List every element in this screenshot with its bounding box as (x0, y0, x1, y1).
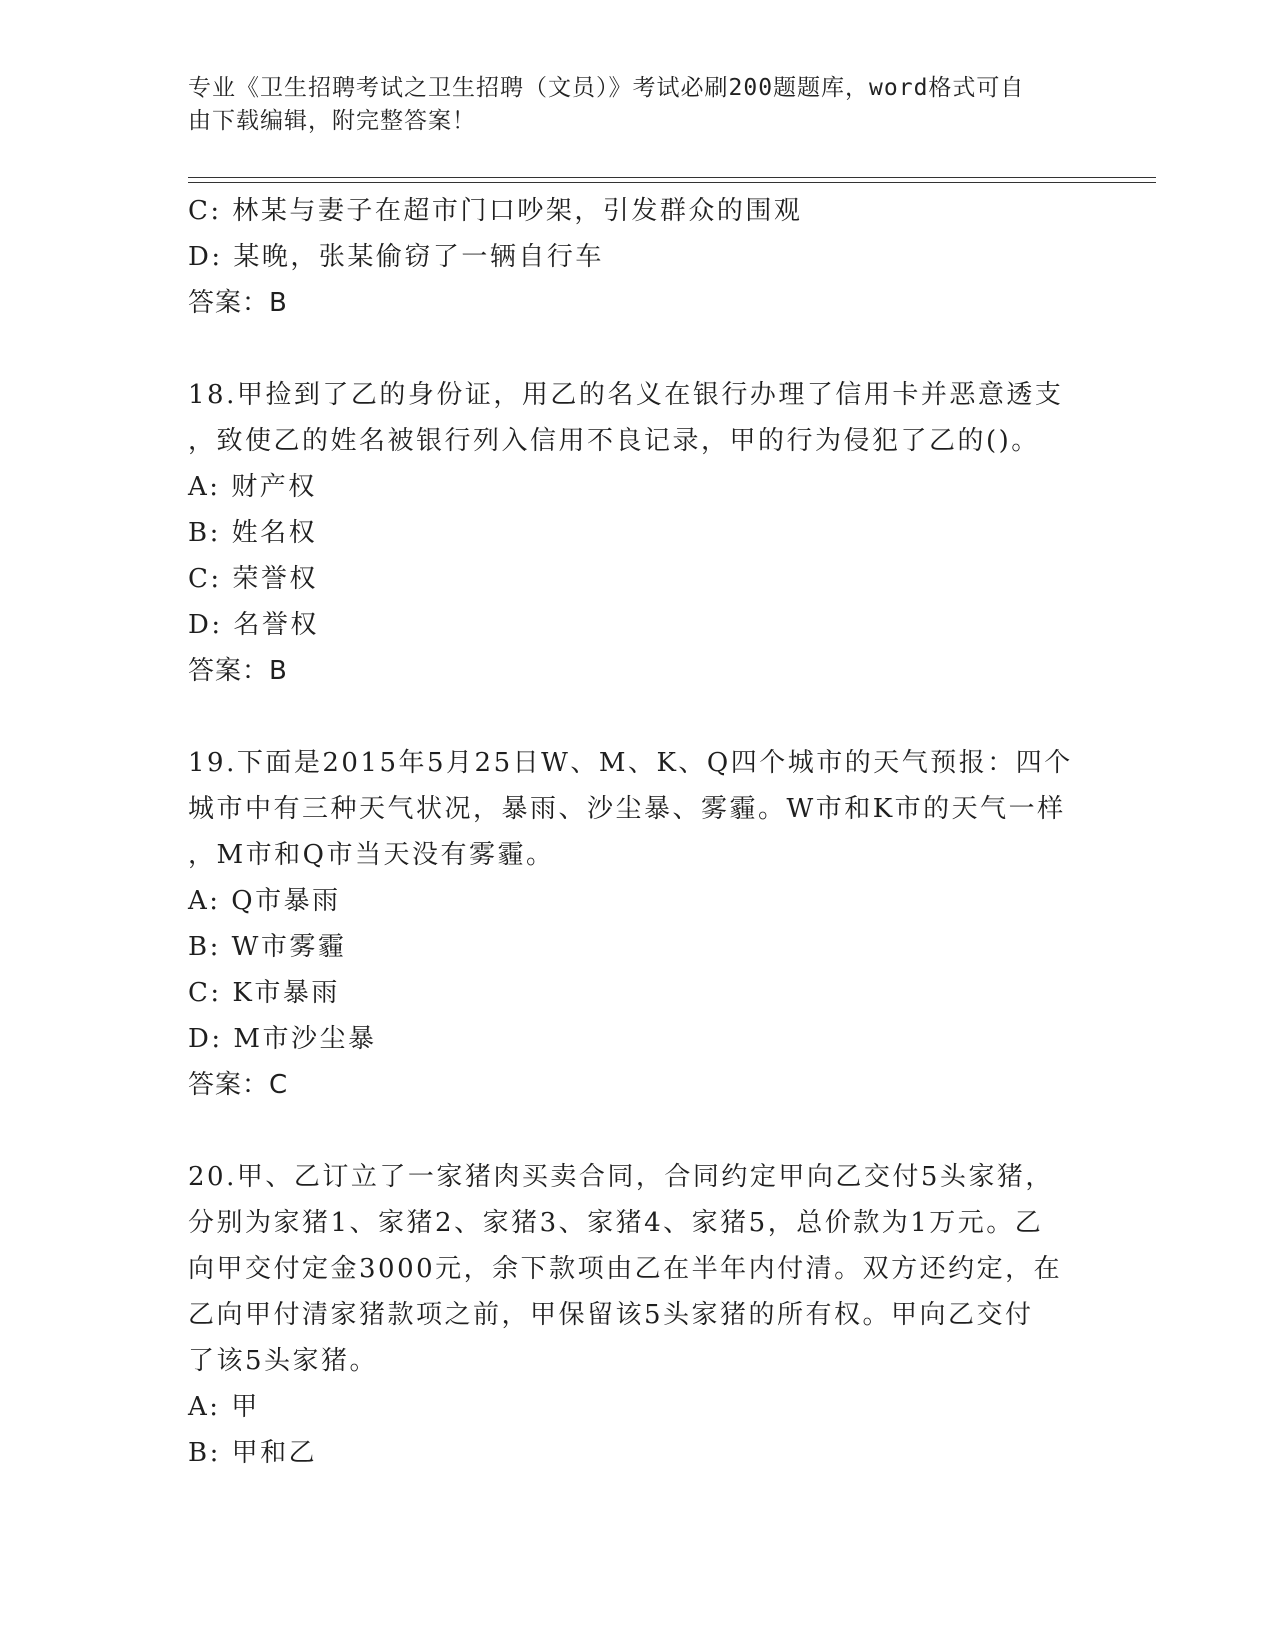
question-stem-line: 18.甲捡到了乙的身份证，用乙的名义在银行办理了信用卡并恶意透支 (188, 380, 1064, 410)
question-stem-line: 了该5头家猪。 (188, 1346, 379, 1376)
question-stem-line: ，致使乙的姓名被银行列入信用不良记录，甲的行为侵犯了乙的()。 (188, 426, 1040, 456)
answer-line: 答案：C (188, 1070, 289, 1100)
option-b: B: W市雾霾 (188, 932, 347, 962)
question-17 (188, 188, 1088, 326)
option-b: B: 姓名权 (188, 518, 318, 548)
option-d: D: M市沙尘暴 (188, 1024, 377, 1054)
question-20 (188, 1154, 1088, 1476)
question-list (188, 188, 1088, 1476)
option-c: C: K市暴雨 (188, 978, 340, 1008)
spacer (188, 694, 1088, 740)
option-c: C: 林某与妻子在超市门口吵架，引发群众的围观 (188, 196, 803, 226)
question-stem-line: 分别为家猪1、家猪2、家猪3、家猪4、家猪5，总价款为1万元。乙 (188, 1208, 1044, 1238)
option-d: D: 某晚，张某偷窃了一辆自行车 (188, 242, 604, 272)
question-stem-line: 乙向甲付清家猪款项之前，甲保留该5头家猪的所有权。甲向乙交付 (188, 1300, 1034, 1330)
header-divider-top (188, 177, 1156, 178)
header-divider-bottom (188, 182, 1156, 183)
header-line-2: 由下载编辑，附完整答案！ (188, 108, 476, 134)
spacer (188, 326, 1088, 372)
option-b: B: 甲和乙 (188, 1438, 318, 1468)
spacer (188, 1108, 1088, 1154)
question-stem-line: 向甲交付定金3000元，余下款项由乙在半年内付清。双方还约定，在 (188, 1254, 1063, 1284)
option-a: A: 财产权 (188, 472, 317, 502)
question-18 (188, 372, 1088, 694)
question-stem-line: 城市中有三种天气状况，暴雨、沙尘暴、雾霾。W市和K市的天气一样 (188, 794, 1066, 824)
option-a: A: 甲 (188, 1392, 260, 1422)
question-stem-line: ，M市和Q市当天没有雾霾。 (188, 840, 555, 870)
question-stem-line: 19.下面是2015年5月25日W、M、K、Q四个城市的天气预报：四个 (188, 748, 1073, 778)
option-d: D: 名誉权 (188, 610, 319, 640)
document-header (188, 72, 1068, 138)
option-c: C: 荣誉权 (188, 564, 318, 594)
option-a: A: Q市暴雨 (188, 886, 341, 916)
answer-line: 答案：B (188, 288, 288, 318)
answer-line: 答案：B (188, 656, 288, 686)
question-stem-line: 20.甲、乙订立了一家猪肉买卖合同，合同约定甲向乙交付5头家猪， (188, 1162, 1054, 1192)
header-line-1: 专业《卫生招聘考试之卫生招聘（文员）》考试必刷200题题库，word格式可自 (188, 75, 1025, 101)
question-19 (188, 740, 1088, 1108)
